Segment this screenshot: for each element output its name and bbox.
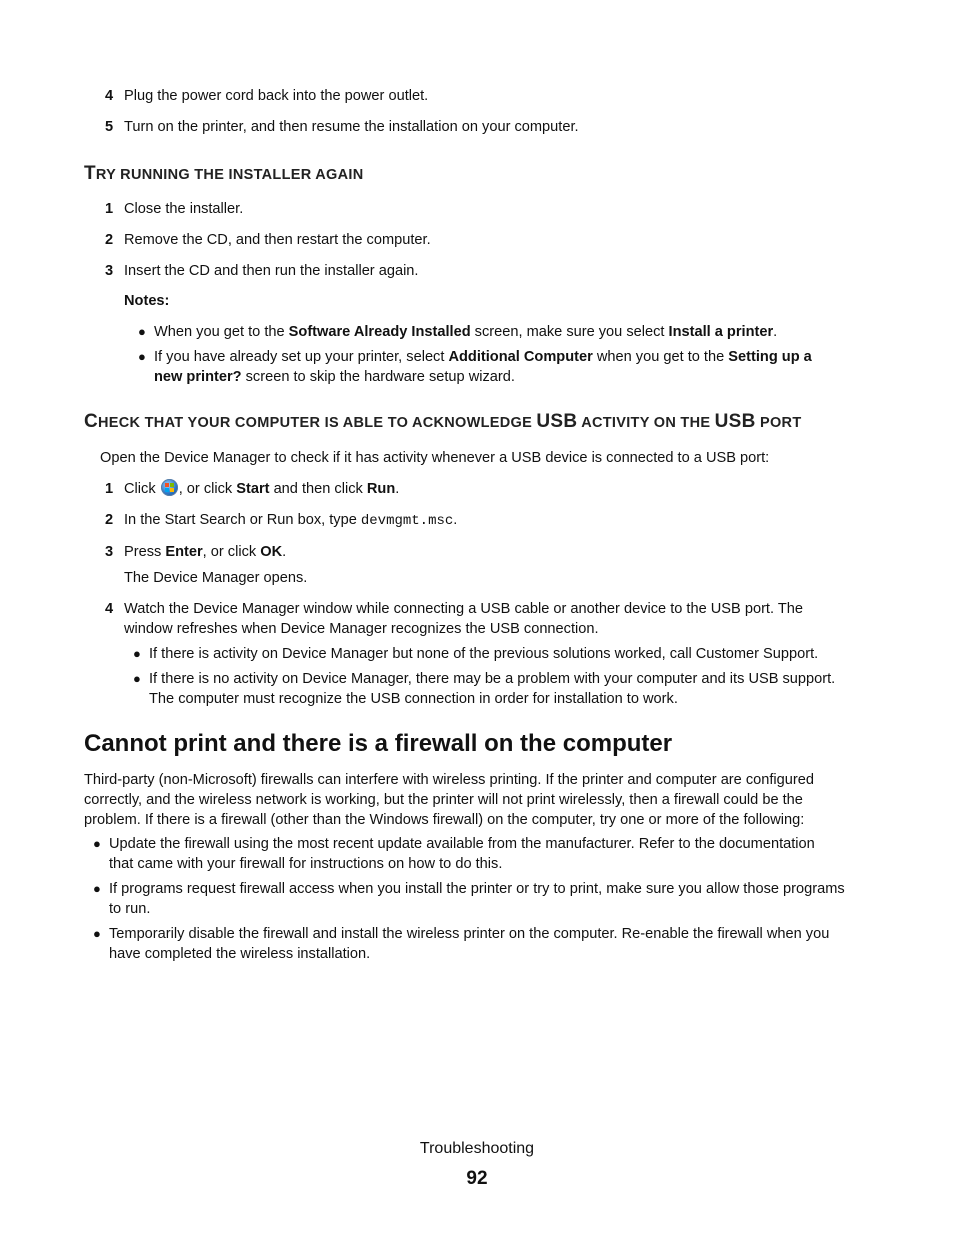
usb-bullet-activity: ● If there is activity on Device Manager but none of the previous solutions worked, call Customer Support. [133, 646, 819, 662]
bullet-dot: ● [138, 349, 146, 364]
windows-start-orb-icon [161, 479, 178, 496]
note-bullet-additional-computer: ● If you have already set up your printer, select Additional Computer when you get to the Setting up a new printer? screen to skip the hardware setup wizard. [138, 349, 812, 385]
bullet-dot: ● [93, 926, 101, 941]
section-title-firewall: Cannot print and there is a firewall on the computer [84, 730, 673, 757]
firewall-bullet-update: ● Update the firewall using the most recent update available from the manufacturer. Refer to the documentation that came with your firewall for instructions on how to do this. [93, 836, 815, 872]
notes-label: Notes: [124, 293, 170, 309]
footer-chapter-label: Troubleshooting [419, 1140, 535, 1157]
bullet-dot: ● [93, 881, 101, 896]
usb-bullet-no-activity: ● If there is no activity on Device Manager, there may be a problem with your computer and its USB support. The computer must recognize the USB connection in order for installation to work. [133, 671, 836, 707]
step-2-type-devmgmt: 2 In the Start Search or Run box, type devmgmt.msc. [105, 512, 458, 529]
section-heading-check-usb: CHECK THAT YOUR COMPUTER IS ABLE TO ACKNOWLEDGE USB ACTIVITY ON THE USB PORT [84, 411, 802, 432]
step-2-remove-cd: 2 Remove the CD, and then restart the computer. [105, 232, 431, 248]
step-1-close-installer: 1 Close the installer. [105, 201, 244, 217]
note-bullet-software-installed: ● When you get to the Software Already Installed screen, make sure you select Install a printer. [138, 324, 778, 340]
step-4-watch-device-manager: 4 Watch the Device Manager window while connecting a USB cable or another device to the USB port. The window refreshes when Device Manager recognizes the USB connection. [105, 601, 803, 637]
usb-intro: Open the Device Manager to check if it has activity whenever a USB device is connected to a USB port: [100, 450, 770, 466]
step-1-click-start: 1 Click , or click Start and then click Run. [105, 481, 400, 497]
firewall-intro: Third-party (non-Microsoft) firewalls can interfere with wireless printing. If the printer and computer are configured correctly, and the wireless network is working, but the printer will not print wirelessly, then a firewall could be the problem. If there is a firewall (other than the Windows firewall) on the computer, try one or more of the following: [84, 772, 814, 828]
firewall-bullet-disable: ● Temporarily disable the firewall and install the wireless printer on the computer. Re-enable the firewall when you have completed the wireless installation. [93, 926, 830, 962]
step-3-press-enter: 3 Press Enter, or click OK. [105, 544, 287, 560]
firewall-bullet-allow-programs: ● If programs request firewall access when you install the printer or try to print, make sure you allow those programs to run. [93, 881, 845, 917]
step-3-insert-cd: 3 Insert the CD and then run the installer again. [105, 263, 419, 279]
bullet-dot: ● [133, 671, 141, 686]
bullet-dot: ● [138, 324, 146, 339]
step-3-result: The Device Manager opens. [124, 570, 308, 586]
step-5-top: 5 Turn on the printer, and then resume the installation on your computer. [105, 119, 579, 135]
bullet-dot: ● [133, 646, 141, 661]
step-4-top: 4 Plug the power cord back into the power outlet. [105, 88, 429, 104]
page-number: 92 [466, 1168, 488, 1189]
section-heading-try-running-installer: TRY RUNNING THE INSTALLER AGAIN [84, 163, 364, 184]
bullet-dot: ● [93, 836, 101, 851]
